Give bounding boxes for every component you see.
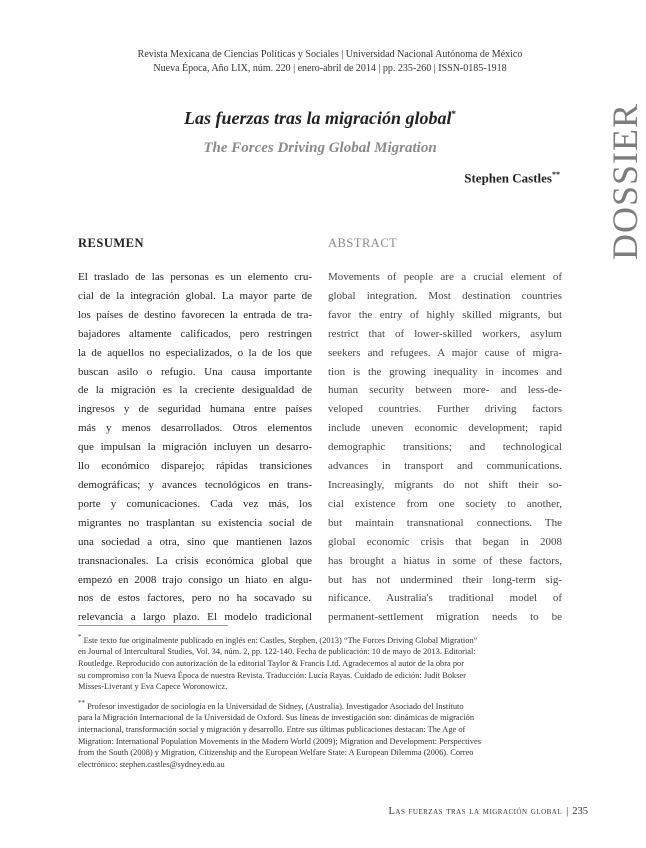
footnote-line: electrónico: stephen.castles@sydney.edu.au <box>78 759 225 769</box>
resumen-line: nos de estos factores, pero no ha socavado su <box>78 592 312 605</box>
abstract-line: Movements of people are a crucial element of <box>328 271 562 283</box>
abstract-line: advances in transport and communications. <box>328 460 562 473</box>
abstract-line: has brought a hiatus in some of these factors, <box>328 554 562 567</box>
journal-header <box>70 48 590 76</box>
section-tab-label: DOSSIER <box>605 102 645 260</box>
running-footer <box>388 806 588 817</box>
footnote-2-mark: ** <box>78 699 85 707</box>
abstract-line: restrict that of lower-skilled workers, asylum <box>328 327 562 340</box>
author-name-text: Stephen Castles <box>464 170 552 186</box>
abstract-line: demographic transitions; and technological <box>328 441 562 454</box>
page-number: 235 <box>572 806 588 817</box>
resumen-line: más y menos desarrollados. Otros elementos <box>78 422 312 435</box>
abstract-line: but has not undermined their long-term sig- <box>328 573 562 586</box>
footnote-line-text: Este texto fue originalmente publicado en inglés en: Castles, Stephen, (2013) “The Forces Driving Global Migration” <box>83 635 478 645</box>
footnote-line <box>78 632 560 646</box>
article-subtitle: The Forces Driving Global Migration <box>203 140 437 156</box>
footnote-line: from the South (2008) y Migration, Citizenship and the European Welfare State: A European Dilemma (2006). Correo <box>78 748 474 758</box>
article-title-text: Las fuerzas tras la migración global <box>183 108 452 128</box>
abstract-line: cial existence from one society to another, <box>328 497 562 510</box>
footnote-line: para la Migración Internacional de la Universidad de Oxford. Sus líneas de investigación son: dinámicas de migración <box>78 713 475 723</box>
abstract-line: but maintain transnational connections. The <box>328 516 562 529</box>
resumen-line: buscan asilo o refugio. Una causa importante <box>78 365 312 378</box>
author-footnote-mark: ** <box>552 170 560 179</box>
footnote-line: en Journal of Intercultural Studies, Vol. 34, núm. 2, pp. 122-140. Fecha de publicación: 10 de mayo de 2013. Editorial: <box>78 647 476 657</box>
running-separator: | <box>566 806 569 817</box>
footnote-line: Migration: International Population Movements in the Modern World (2009); Migration and Development: Perspectives <box>78 736 481 746</box>
resumen-text <box>78 268 312 627</box>
resumen-line: bajadores altamente calificados, pero restringen <box>78 327 312 340</box>
abstract-line: tion is the growing inequality in incomes and <box>328 365 562 378</box>
journal-header-line-1: Revista Mexicana de Ciencias Políticas y Sociales | Universidad Nacional Autónoma de México <box>137 49 523 60</box>
resumen-line: una sociedad a otra, sino que mantienen lazos <box>78 535 312 548</box>
abstract-heading: ABSTRACT <box>328 236 398 250</box>
resumen-line: cial de la integración global. La mayor parte de <box>78 289 312 302</box>
footnote-line: internacional, transformación social y migración y desarrollo. Entre sus últimas publicaciones destacan: The Age of <box>78 724 466 734</box>
resumen-line: El traslado de las personas es un elemento cru- <box>78 271 312 283</box>
resumen-line: demográficas; y avances tecnológicos en trans- <box>78 478 312 491</box>
journal-header-line-2: Nueva Época, Año LIX, núm. 220 | enero-abril de 2014 | pp. 235-260 | ISSN-0185-1918 <box>153 63 507 74</box>
resumen-line: la de aquellos no especializados, o la de los que <box>78 346 312 359</box>
abstract-line: global integration. Most destination countries <box>328 289 562 302</box>
resumen-line: los países de destino favorecen la entrada de tra- <box>78 308 312 321</box>
footnote-divider <box>78 625 228 626</box>
resumen-heading: RESUMEN <box>78 236 145 250</box>
footnote-1 <box>78 632 560 693</box>
resumen-line: migrantes no trasplantan su existencia social de <box>78 516 312 529</box>
resumen-line: relevancia a largo plazo. El modelo tradicional <box>78 611 312 624</box>
footnote-line <box>78 698 560 712</box>
footnote-line: su compromiso con la Nueva Época de nuestra Revista. Traducción: Lucía Rayas. Cuidado de edición: Judit Bokser <box>78 670 466 680</box>
abstract-line: human security between more- and less-de- <box>328 384 562 397</box>
resumen-line: porte y comunicaciones. Cada vez más, los <box>78 497 312 510</box>
footnote-line: Routledge. Reproducido con autorización de la editorial Taylor & Francis Ltd. Agradecemos al autor de la obra por <box>78 658 465 668</box>
footnote-1-mark: * <box>78 633 82 641</box>
abstract-line: Increasingly, migrants do not shift their so- <box>328 478 562 491</box>
abstract-line: permanent-settlement migration needs to be <box>328 611 562 624</box>
author-name <box>464 170 560 186</box>
title-footnote-mark: * <box>451 109 457 119</box>
footnote-2 <box>78 698 560 770</box>
abstract-line: favor the entry of highly skilled migrants, but <box>328 308 562 321</box>
resumen-line: de la migración es la creciente desigualdad de <box>78 384 312 397</box>
abstract-line: nificance. Australia's traditional model of <box>328 592 562 605</box>
abstract-text <box>328 268 562 627</box>
abstract-line: seekers and refugees. A major cause of migra- <box>328 346 562 359</box>
footnote-line-text: Profesor investigador de sociología en la Universidad de Sidney, (Australia). Investigador Asociado del Instituto <box>87 701 464 711</box>
resumen-line: que impulsan la migración incluyen un desarro- <box>78 441 312 454</box>
running-title: Las fuerzas tras la migración global <box>388 806 563 817</box>
resumen-line: transnacionales. La crisis económica global que <box>78 554 312 567</box>
resumen-line: llo económico disparejo; rápidas transiciones <box>78 460 312 473</box>
section-tab <box>600 100 645 270</box>
resumen-line: empezó en 2008 trajo consigo un hiato en algu- <box>78 573 312 586</box>
footnote-line: Misses-Liverant y Eva Capece Woronowicz. <box>78 682 228 692</box>
article-title <box>60 108 580 129</box>
abstract-line: include uneven economic development; rapid <box>328 422 562 435</box>
abstract-line: veloped countries. Further driving factors <box>328 403 562 416</box>
abstract-line: global economic crisis that began in 2008 <box>328 535 562 548</box>
resumen-line: ingresos y de seguridad humana entre países <box>78 403 312 416</box>
